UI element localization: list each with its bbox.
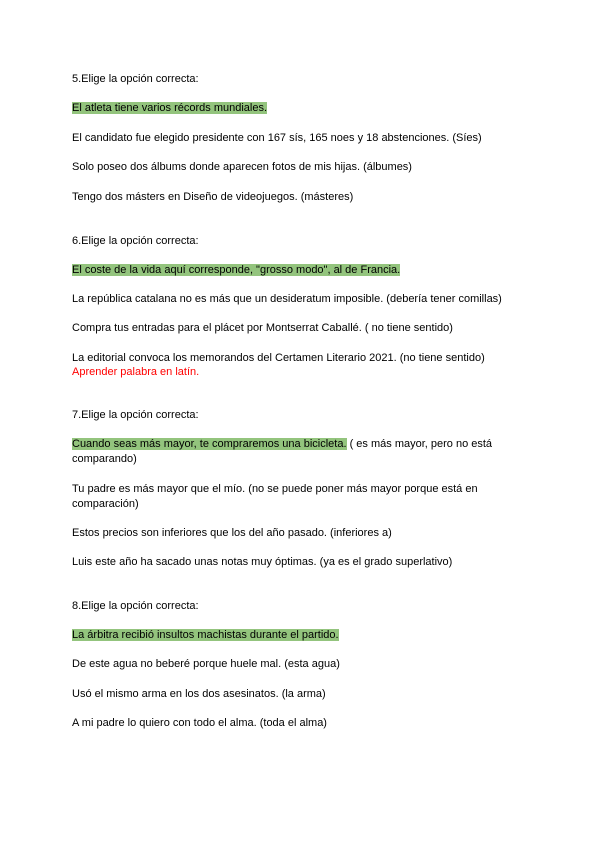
question-6-option-1: La república catalana no es más que un desideratum imposible. (debería tener comillas) bbox=[72, 293, 502, 305]
question-7-correct-answer bbox=[72, 437, 532, 467]
question-6-note: Aprender palabra en latín. bbox=[72, 366, 200, 378]
question-7-option-3: Luis este año ha sacado unas notas muy óptimas. (ya es el grado superlativo) bbox=[72, 556, 453, 568]
question-7-option-1: Tu padre es más mayor que el mío. (no se puede poner más mayor porque está en comparación) bbox=[72, 483, 478, 510]
question-8-option-1: De este agua no beberé porque huele mal. (esta agua) bbox=[72, 658, 340, 670]
question-5-title: 5.Elige la opción correcta: bbox=[72, 73, 199, 85]
question-8-option-2: Usó el mismo arma en los dos asesinatos. (la arma) bbox=[72, 688, 326, 700]
question-7-title: 7.Elige la opción correcta: bbox=[72, 409, 199, 421]
question-8-correct-answer bbox=[72, 628, 532, 643]
question-6-option-2: Compra tus entradas para el plácet por Montserrat Caballé. ( no tiene sentido) bbox=[72, 322, 453, 334]
highlighted-answer: El coste de la vida aquí corresponde, "grosso modo", al de Francia. bbox=[72, 264, 401, 276]
question-5-option-3: Tengo dos másters en Diseño de videojuegos. (másteres) bbox=[72, 191, 354, 203]
question-6-title: 6.Elige la opción correcta: bbox=[72, 235, 199, 247]
question-6-option-3: La editorial convoca los memorandos del Certamen Literario 2021. (no tiene sentido) bbox=[72, 352, 485, 364]
question-5-option-1: El candidato fue elegido presidente con 167 sís, 165 noes y 18 abstenciones. (Síes) bbox=[72, 132, 482, 144]
highlighted-answer: El atleta tiene varios récords mundiales. bbox=[72, 102, 268, 114]
question-5-correct-answer bbox=[72, 101, 532, 116]
highlighted-answer: Cuando seas más mayor, te compraremos una bicicleta. bbox=[72, 438, 347, 450]
question-8-option-3: A mi padre lo quiero con todo el alma. (toda el alma) bbox=[72, 717, 327, 729]
question-5-option-2: Solo poseo dos álbums donde aparecen fotos de mis hijas. (álbumes) bbox=[72, 161, 412, 173]
answer-comment: ( es más mayor, pero no está comparando) bbox=[72, 438, 493, 465]
question-7-option-2: Estos precios son inferiores que los del año pasado. (inferiores a) bbox=[72, 527, 392, 539]
highlighted-answer: La árbitra recibió insultos machistas durante el partido. bbox=[72, 629, 339, 641]
question-6-correct-answer bbox=[72, 263, 532, 278]
question-8-title: 8.Elige la opción correcta: bbox=[72, 600, 199, 612]
